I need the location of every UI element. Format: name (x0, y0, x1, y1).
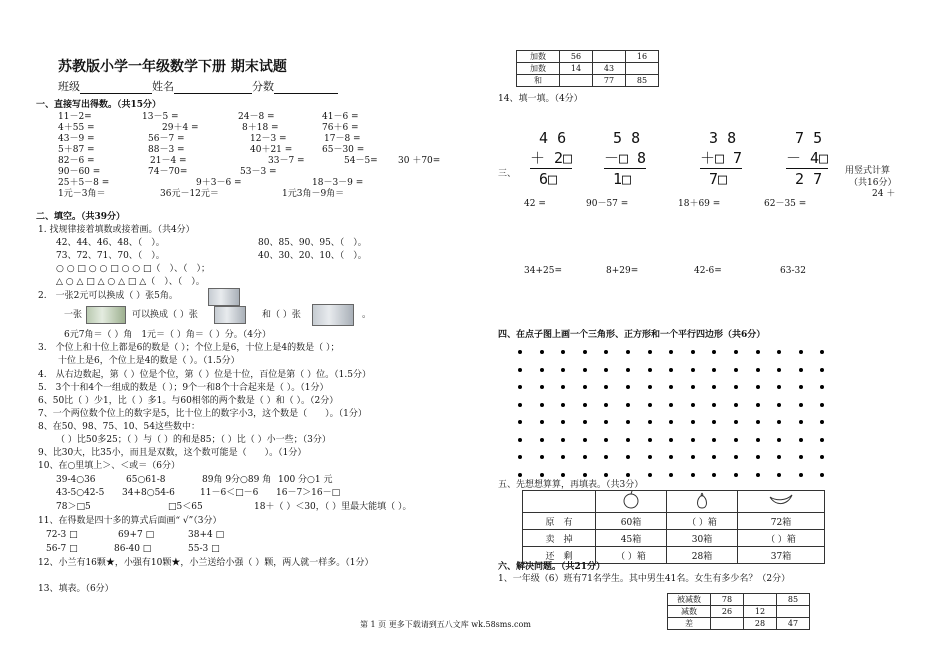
grid-dot[interactable] (540, 438, 544, 442)
table-cell: 加数 (517, 63, 560, 75)
table-row (517, 75, 659, 87)
grid-dot[interactable] (583, 368, 587, 372)
oral-calc-item: 4＋55 = (58, 123, 95, 133)
grid-dot[interactable] (540, 420, 544, 424)
sec2-line: 80、85、90、95、（ ）。 (258, 238, 367, 248)
check-item: 86-40 □ (114, 544, 152, 554)
grid-dot[interactable] (561, 403, 565, 407)
grid-dot[interactable] (518, 438, 522, 442)
oral-calc-item: 29＋4 = (162, 123, 199, 133)
grid-dot[interactable] (777, 368, 781, 372)
sec5-heading: 五、先想想算算，再填表。（共3分） (498, 480, 644, 490)
oral-calc-item: 25＋5－8 = (58, 178, 110, 188)
vertical-line: 7□ (700, 168, 742, 189)
grid-dot[interactable] (669, 438, 673, 442)
calc-item: 90－57 = (586, 199, 629, 209)
table-cell: 14 (560, 63, 593, 75)
grid-dot[interactable] (626, 438, 630, 442)
table-cell: 28 (744, 618, 777, 630)
vertical-line: 1□ (604, 168, 646, 189)
oral-calc-item: 41－6 = (322, 112, 359, 122)
grid-dot[interactable] (799, 403, 803, 407)
grid-dot[interactable] (799, 368, 803, 372)
sec2-line: 4. 从右边数起，第（ ）位是个位，第（ ）位是十位，百位是第（ ）位。（1.5分） (38, 370, 371, 380)
grid-dot[interactable] (669, 350, 673, 354)
grid-dot[interactable] (756, 455, 760, 459)
sec2-line: 13、填表。（6分） (38, 584, 114, 594)
sec2-line: △ ○ △ □ △ ○ △ □ △（ ）、（ ）。 (56, 277, 205, 287)
grid-dot[interactable] (669, 403, 673, 407)
grid-dot[interactable] (648, 350, 652, 354)
banknote-image (312, 304, 354, 326)
sec2-line: 42、44、46、48、（ ）。 (56, 238, 165, 248)
grid-dot[interactable] (648, 420, 652, 424)
grid-dot[interactable] (604, 385, 608, 389)
oral-calc-item: 54－5= (344, 156, 378, 166)
grid-dot[interactable] (540, 350, 544, 354)
grid-dot[interactable] (626, 455, 630, 459)
sec2-line: 6、50比（ ）少1，比（ ）多1。与60相邻的两个数是（ ）和（ ）。（2分） (38, 396, 339, 406)
oral-calc-item: 30 ＋70= (398, 156, 441, 166)
oral-calc-item: 33－7 = (268, 156, 305, 166)
compare-item: 39-4○36 (56, 475, 96, 485)
table-cell (560, 75, 593, 87)
vertical-problem (604, 128, 646, 189)
table-cell: 78 (711, 594, 744, 606)
score-blank (274, 83, 338, 94)
grid-dot[interactable] (799, 438, 803, 442)
vertical-line: 4 6 (530, 129, 567, 147)
grid-dot[interactable] (712, 438, 716, 442)
table-cell: 12 (744, 606, 777, 618)
table-cell: （ ）箱 (738, 530, 825, 547)
grid-dot[interactable] (648, 455, 652, 459)
grid-dot[interactable] (756, 350, 760, 354)
grid-dot[interactable] (561, 368, 565, 372)
grid-dot[interactable] (799, 420, 803, 424)
compare-item: 18＋（ ）＜30，（ ）里最大能填（ ）。 (254, 502, 412, 512)
table-cell (593, 51, 626, 63)
grid-dot[interactable] (712, 350, 716, 354)
side-text: （共16分） (849, 178, 897, 188)
sec1-heading: 一、直接写出得数。（共15分） (36, 100, 162, 110)
name-label: 姓名 (152, 80, 174, 93)
grid-dot[interactable] (777, 385, 781, 389)
sec2-heading: 二、填空。（共39分） (36, 212, 126, 222)
compare-item: 65○61-8 (126, 475, 166, 485)
grid-dot[interactable] (669, 385, 673, 389)
table-cell: 47 (777, 618, 810, 630)
grid-dot[interactable] (518, 368, 522, 372)
grid-dot[interactable] (820, 350, 824, 354)
grid-dot[interactable] (820, 385, 824, 389)
addend-table (516, 50, 659, 87)
grid-dot[interactable] (648, 385, 652, 389)
oral-calc-item: 12－3 = (250, 134, 287, 144)
grid-dot[interactable] (518, 385, 522, 389)
table-row (668, 594, 810, 606)
grid-dot[interactable] (756, 385, 760, 389)
grid-dot[interactable] (734, 403, 738, 407)
vertical-line: － 4□ (786, 149, 829, 167)
grid-dot[interactable] (540, 473, 544, 477)
compare-item: 43-5○42-5 (56, 488, 105, 498)
grid-dot[interactable] (756, 438, 760, 442)
grid-dot[interactable] (518, 350, 522, 354)
grid-dot[interactable] (820, 368, 824, 372)
sec2-line: 9、比30大，比35小，而且是双数，这个数可能是（ ）。（1分） (38, 448, 307, 458)
table-cell: （ ）箱 (667, 513, 738, 530)
grid-dot[interactable] (777, 403, 781, 407)
grid-dot[interactable] (626, 368, 630, 372)
grid-dot[interactable] (561, 455, 565, 459)
grid-dot[interactable] (734, 385, 738, 389)
table-row (523, 513, 825, 530)
oral-calc-item: 65－30 = (322, 145, 365, 155)
grid-dot[interactable] (756, 403, 760, 407)
grid-dot[interactable] (626, 350, 630, 354)
sec2-line: 10、在○里填上＞、＜或＝（6分） (38, 461, 181, 471)
table-row (523, 547, 825, 564)
grid-dot[interactable] (691, 350, 695, 354)
grid-dot[interactable] (669, 368, 673, 372)
grid-dot[interactable] (604, 350, 608, 354)
fruit-table (522, 490, 825, 564)
table-cell: 卖 掉 (523, 530, 596, 547)
page-title: 苏教版小学一年级数学下册 期末试题 (58, 59, 287, 75)
grid-dot[interactable] (734, 420, 738, 424)
sec2-line: 7、一个两位数个位上的数字是5，比十位上的数字小3，这个数是（ ）。（1分） (38, 409, 367, 419)
sec2-line: 。 (362, 310, 372, 320)
oral-calc-item: 76＋6 = (322, 123, 359, 133)
calc-item: 8+29= (606, 266, 639, 276)
grid-dot[interactable] (799, 455, 803, 459)
table-row (517, 51, 659, 63)
banknote-image (214, 306, 246, 324)
oral-calc-item: 56－7 = (148, 134, 185, 144)
class-blank (80, 83, 152, 94)
grid-dot[interactable] (756, 473, 760, 477)
grid-dot[interactable] (583, 385, 587, 389)
compare-item: 34+8○54-6 (122, 488, 175, 498)
table-row (523, 530, 825, 547)
sec2-line: 6元7角＝（ ）角 1元＝（ ）角＝（ ）分。（4分） (64, 330, 271, 340)
check-item: 72-3 □ (46, 530, 78, 540)
compare-item: 78＞□5 (56, 502, 91, 512)
grid-dot[interactable] (626, 420, 630, 424)
grid-dot[interactable] (648, 438, 652, 442)
oral-calc-item: 82－6 = (58, 156, 95, 166)
grid-dot[interactable] (540, 403, 544, 407)
sec2-line: 一张 (64, 310, 83, 320)
grid-dot[interactable] (756, 420, 760, 424)
table-cell: 45箱 (596, 530, 667, 547)
compare-item: □5＜65 (168, 502, 203, 512)
oral-calc-item: 40＋21 = (250, 145, 293, 155)
grid-dot[interactable] (540, 455, 544, 459)
table-cell: 56 (560, 51, 593, 63)
grid-dot[interactable] (540, 385, 544, 389)
oral-calc-item: 21－4 = (150, 156, 187, 166)
table-cell: 85 (626, 75, 659, 87)
table-cell: 26 (711, 606, 744, 618)
grid-dot[interactable] (583, 403, 587, 407)
oral-calc-item: 13－5 = (142, 112, 179, 122)
table-cell: 37箱 (738, 547, 825, 564)
grid-dot[interactable] (691, 403, 695, 407)
table-row (668, 618, 810, 630)
oral-calc-item: 88－3 = (148, 145, 185, 155)
check-item: 69+7 □ (118, 530, 155, 540)
sec2-line: 十位上是6，个位上是4的数是（ ）。（1.5分） (58, 356, 240, 366)
oral-calc-item: 17－8 = (324, 134, 361, 144)
grid-dot[interactable] (691, 473, 695, 477)
oral-calc-item: 53－3 = (240, 167, 277, 177)
oral-calc-item: 5＋87 = (58, 145, 95, 155)
grid-dot[interactable] (820, 420, 824, 424)
grid-dot[interactable] (669, 420, 673, 424)
grid-dot[interactable] (734, 350, 738, 354)
grid-dot[interactable] (734, 368, 738, 372)
grid-dot[interactable] (777, 420, 781, 424)
class-label: 班级 (58, 80, 80, 93)
sec2-line: 和（ ）张 (262, 310, 301, 320)
grid-dot[interactable] (777, 350, 781, 354)
grid-dot[interactable] (712, 403, 716, 407)
sec14-prefix: 三、 (498, 169, 517, 179)
grid-dot[interactable] (712, 455, 716, 459)
table-cell: 和 (517, 75, 560, 87)
grid-dot[interactable] (626, 473, 630, 477)
table-cell: 被减数 (668, 594, 711, 606)
grid-dot[interactable] (734, 438, 738, 442)
table-cell: 72箱 (738, 513, 825, 530)
calc-item: 63-32 (780, 266, 806, 276)
grid-dot[interactable] (561, 438, 565, 442)
check-item: 55-3 □ (188, 544, 220, 554)
grid-dot[interactable] (648, 368, 652, 372)
grid-dot[interactable] (648, 403, 652, 407)
oral-calc-item: 43－9 = (58, 134, 95, 144)
grid-dot[interactable] (777, 455, 781, 459)
table-row (668, 606, 810, 618)
apple-icon (621, 491, 641, 509)
calc-item: 42 = (524, 199, 546, 209)
table-cell: （ ）箱 (596, 547, 667, 564)
sec2-line: 2. 一张2元可以换成（ ）张5角。 (38, 291, 178, 301)
sec2-line: 8、在50、98、75、10、54这些数中： (38, 422, 200, 432)
oral-calc-item: 90－60 = (58, 167, 101, 177)
sec6-heading: 六、解决问题。（共21分） (498, 562, 606, 572)
grid-dot[interactable] (604, 438, 608, 442)
grid-dot[interactable] (626, 385, 630, 389)
oral-calc-item: 11－2= (58, 112, 92, 122)
oral-calc-item: 18－3－9 = (312, 178, 364, 188)
check-item: 38+4 □ (188, 530, 225, 540)
table-cell: 原 有 (523, 513, 596, 530)
banknote-2yuan-image (208, 288, 240, 306)
grid-dot[interactable] (604, 368, 608, 372)
grid-dot[interactable] (626, 403, 630, 407)
sec14-heading: 14、填一填。（4分） (498, 94, 583, 104)
table-cell (711, 618, 744, 630)
subtraction-table (667, 593, 810, 630)
sec2-line: 3. 个位上和十位上都是6的数是（ ）；个位上是6，十位上是4的数是（ ）； (38, 343, 340, 353)
vertical-line: －□ 8 (604, 149, 647, 167)
compare-item: 100 分○1 元 (278, 475, 333, 485)
table-cell: 减数 (668, 606, 711, 618)
calc-item: 34+25= (524, 266, 562, 276)
grid-dot[interactable] (691, 438, 695, 442)
grid-dot[interactable] (820, 455, 824, 459)
table-cell: 还 剩 (523, 547, 596, 564)
grid-dot[interactable] (604, 473, 608, 477)
grid-dot[interactable] (777, 473, 781, 477)
vertical-line: 7 5 (786, 129, 823, 147)
sec6-q1: 1、一年级（6）班有71名学生。其中男生41名。女生有多少名？（2分） (498, 574, 791, 584)
grid-dot[interactable] (691, 455, 695, 459)
grid-dot[interactable] (712, 385, 716, 389)
sec2-line: （ ）比50多25；（ ）与（ ）的和是85；（ ）比（ ）小一些；（3分） (56, 435, 331, 445)
table-cell (777, 606, 810, 618)
calc-item: 42-6= (694, 266, 722, 276)
oral-calc-item: 9＋3－6 = (196, 178, 242, 188)
vertical-line: ＋ 2□ (530, 149, 573, 167)
grid-dot[interactable] (561, 385, 565, 389)
page-footer: 第 1 页 更多下载请到五八文库 wk.58sms.com (360, 620, 531, 629)
grid-dot[interactable] (712, 368, 716, 372)
vertical-problem (786, 128, 828, 189)
vertical-line: ＋□ 7 (700, 149, 743, 167)
grid-dot[interactable] (561, 473, 565, 477)
vertical-problem (700, 128, 742, 189)
oral-calc-item: 24－8 = (238, 112, 275, 122)
calc-item: 18＋69 = (678, 199, 721, 209)
sec2-line: 1. 找规律接着填数或接着画。（共4分） (38, 225, 195, 235)
side-text: 用竖式计算 (845, 166, 891, 176)
grid-dot[interactable] (604, 420, 608, 424)
grid-dot[interactable] (820, 403, 824, 407)
sec2-line: 可以换成（ ）张 (132, 310, 198, 320)
grid-dot[interactable] (669, 473, 673, 477)
grid-dot[interactable] (583, 473, 587, 477)
score-label: 分数 (252, 80, 274, 93)
table-cell: 43 (593, 63, 626, 75)
name-blank (174, 83, 252, 94)
grid-dot[interactable] (820, 473, 824, 477)
vertical-line: 2 7 (786, 168, 828, 189)
grid-dot[interactable] (777, 438, 781, 442)
vertical-line: 6□ (530, 168, 572, 189)
vertical-problem (530, 128, 572, 189)
compare-item: 11－6＜□－6 (200, 488, 259, 498)
grid-dot[interactable] (518, 420, 522, 424)
banknote-image (86, 306, 126, 324)
table-cell: 16 (626, 51, 659, 63)
table-cell: 差 (668, 618, 711, 630)
sec2-line: 73、72、71、70、（ ）。 (56, 251, 165, 261)
grid-dot[interactable] (691, 420, 695, 424)
pear-icon (692, 491, 712, 509)
oral-calc-item: 74－70= (148, 167, 188, 177)
grid-dot[interactable] (669, 455, 673, 459)
sec2-line: 40、30、20、10、（ ）。 (258, 251, 367, 261)
grid-dot[interactable] (518, 455, 522, 459)
check-item: 56-7 □ (46, 544, 78, 554)
grid-dot[interactable] (518, 403, 522, 407)
table-cell: 77 (593, 75, 626, 87)
banana-icon (768, 491, 794, 509)
grid-dot[interactable] (756, 368, 760, 372)
oral-calc-item: 36元－12元＝ (160, 189, 219, 199)
vertical-line: 5 8 (604, 129, 641, 147)
grid-dot[interactable] (820, 438, 824, 442)
table-cell: 28箱 (667, 547, 738, 564)
compare-item: 16－7＞16－□ (276, 488, 341, 498)
compare-item: 89角 9分○89 角 (202, 475, 272, 485)
side-text: 24 ＋ (872, 189, 896, 199)
sec2-line: ○ ○ □ ○ ○ □ ○ ○ □（ ）、（ ）； (56, 264, 211, 274)
sec2-line: 11、在得数是四十多的算式后面画“ √”（3分） (38, 516, 222, 526)
grid-dot[interactable] (583, 350, 587, 354)
table-cell: 加数 (517, 51, 560, 63)
grid-dot[interactable] (691, 385, 695, 389)
grid-dot[interactable] (518, 473, 522, 477)
header-fields (58, 78, 338, 94)
sec2-line: 5. 3个十和4个一组成的数是（ ）；9个一和8个十合起来是（ ）。（1分） (38, 383, 329, 393)
table-cell: 30箱 (667, 530, 738, 547)
grid-dot[interactable] (691, 368, 695, 372)
vertical-line: 3 8 (700, 129, 737, 147)
oral-calc-item: 1元3角－9角＝ (282, 189, 345, 199)
table-cell (626, 63, 659, 75)
grid-dot[interactable] (583, 455, 587, 459)
sec2-line: 12、小兰有16颗★，小强有10颗★，小兰送给小强（ ）颗，两人就一样多。（1分） (38, 558, 374, 568)
calc-item: 62－35 = (764, 199, 807, 209)
grid-dot[interactable] (583, 420, 587, 424)
grid-dot[interactable] (712, 420, 716, 424)
grid-dot[interactable] (540, 368, 544, 372)
grid-dot[interactable] (604, 403, 608, 407)
grid-dot[interactable] (583, 438, 587, 442)
table-cell: 85 (777, 594, 810, 606)
oral-calc-item: 1元－3角＝ (58, 189, 106, 199)
grid-dot[interactable] (561, 350, 565, 354)
grid-dot[interactable] (799, 350, 803, 354)
grid-dot[interactable] (799, 473, 803, 477)
grid-dot[interactable] (799, 385, 803, 389)
table-cell (744, 594, 777, 606)
grid-dot[interactable] (561, 420, 565, 424)
table-cell: 60箱 (596, 513, 667, 530)
oral-calc-item: 8＋18 = (242, 123, 279, 133)
sec4-heading: 四、在点子图上画一个三角形、正方形和一个平行四边形（共6分） (498, 330, 766, 340)
grid-dot[interactable] (604, 455, 608, 459)
grid-dot[interactable] (648, 473, 652, 477)
grid-dot[interactable] (734, 455, 738, 459)
grid-dot[interactable] (712, 473, 716, 477)
grid-dot[interactable] (734, 473, 738, 477)
table-row (517, 63, 659, 75)
